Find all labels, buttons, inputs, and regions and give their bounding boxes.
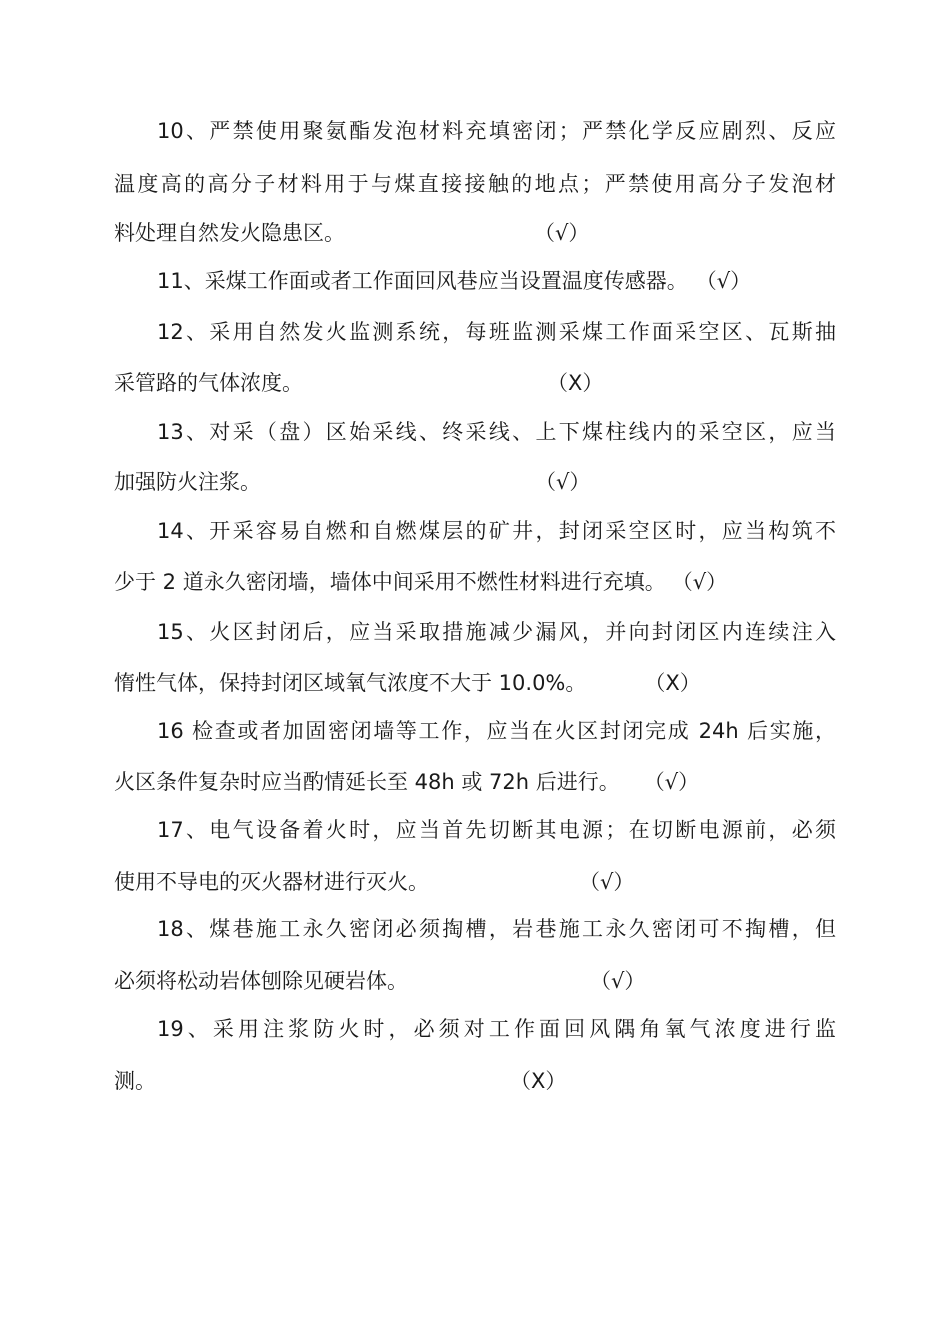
question-19-line-1: 19、采用注浆防火时，必须对工作面回风隅角氧气浓度进行监	[157, 1017, 836, 1041]
question-19-line-2	[114, 1067, 836, 1095]
question-10-line-1: 10、严禁使用聚氨酯发泡材料充填密闭；严禁化学反应剧烈、反应	[157, 119, 836, 143]
question-16-answer: （√）	[643, 770, 700, 794]
question-15-line-2-text: 惰性气体，保持封闭区域氧气浓度不大于 10.0%。	[114, 671, 587, 695]
question-12-line-1: 12、采用自然发火监测系统，每班监测采煤工作面采空区、瓦斯抽	[157, 320, 836, 344]
question-18-line-1: 18、煤巷施工永久密闭必须掏槽，岩巷施工永久密闭可不掏槽，但	[157, 917, 836, 941]
question-13-line-2	[114, 468, 836, 496]
question-17-line-2-text: 使用不导电的灭火器材进行灭火。	[114, 870, 429, 894]
question-15-line-2	[114, 669, 836, 697]
question-15-line-1: 15、火区封闭后，应当采取措施减少漏风，并向封闭区内连续注入	[157, 620, 836, 644]
question-19-line-2-text: 测。	[114, 1069, 156, 1093]
question-16-line-2-text: 火区条件复杂时应当酌情延长至 48h 或 72h 后进行。	[114, 770, 620, 794]
question-14-answer: （√）	[671, 570, 728, 594]
question-12-line-2	[114, 369, 836, 397]
question-18-line-2-text: 必须将松动岩体刨除见硬岩体。	[114, 969, 408, 993]
question-10-line-2: 温度高的高分子材料用于与煤直接接触的地点；严禁使用高分子发泡材	[114, 172, 836, 196]
question-17-line-1: 17、电气设备着火时，应当首先切断其电源；在切断电源前，必须	[157, 818, 836, 842]
question-16-line-1: 16 检查或者加固密闭墙等工作，应当在火区封闭完成 24h 后实施，	[157, 719, 836, 743]
question-17-answer: （√）	[579, 870, 635, 894]
question-10-line-3-text: 料处理自然发火隐患区。	[114, 221, 345, 245]
question-14-line-1: 14、开采容易自燃和自燃煤层的矿井，封闭采空区时，应当构筑不	[157, 519, 836, 543]
question-12-line-2-text: 采管路的气体浓度。	[114, 371, 303, 395]
question-14-line-2	[114, 568, 836, 596]
question-11-line-1	[157, 267, 836, 295]
question-13-line-1: 13、对采（盘）区始采线、终采线、上下煤柱线内的采空区，应当	[157, 420, 836, 444]
question-14-line-2-text: 少于 2 道永久密闭墙，墙体中间采用不燃性材料进行充填。	[114, 570, 666, 594]
question-13-line-2-text: 加强防火注浆。	[114, 470, 261, 494]
question-18-line-2	[114, 967, 836, 995]
question-11-answer: （√）	[695, 269, 752, 293]
question-10-line-3	[114, 219, 836, 247]
question-16-line-2	[114, 768, 836, 796]
question-19-answer: （X）	[510, 1069, 567, 1093]
question-11-line-1-text: 11、采煤工作面或者工作面回风巷应当设置温度传感器。	[157, 269, 688, 293]
question-13-answer: （√）	[535, 470, 591, 494]
question-10-answer: （√）	[534, 221, 590, 245]
question-18-answer: （√）	[590, 969, 646, 993]
question-12-answer: （X）	[547, 371, 604, 395]
question-15-answer: （X）	[644, 671, 701, 695]
question-17-line-2	[114, 868, 836, 896]
